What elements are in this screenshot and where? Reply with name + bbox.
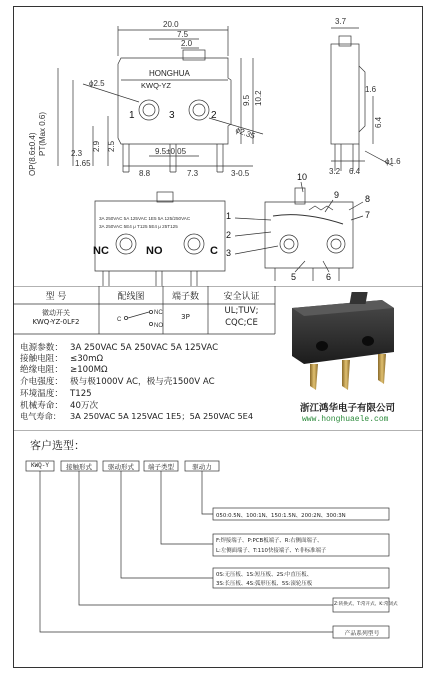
spec-row-dielectric: 介电强度： 极与极1000V AC，极与壳1500V AC — [20, 377, 215, 387]
callout-8: 8 — [365, 194, 371, 204]
dim-7-5: 7.5 — [177, 30, 189, 39]
dim-right-width: 3.7 — [335, 17, 347, 26]
code-series: KWQ-Y — [30, 462, 49, 469]
terminal-options-line1: F:焊接端子、P:PCB板端子、R:右侧面端子、 — [216, 538, 323, 544]
header-terminals: 端子数 — [171, 292, 199, 302]
pin-label-3: 3 — [169, 110, 175, 121]
mount-hole-left — [139, 100, 159, 120]
code-contact: 接触形式 — [66, 463, 92, 471]
pin-label-1: 1 — [129, 110, 135, 121]
dim-8-8: 8.8 — [139, 169, 151, 178]
actuator-options-line1: 0S:无压板、1S:短压板、2S:中直压板、 — [216, 572, 313, 578]
callout-6: 6 — [326, 272, 332, 282]
dim-hole-right: ϕ2.35 — [234, 125, 257, 141]
wiring-c-label: C — [117, 317, 122, 323]
company-website[interactable]: www.honghuaele.com — [302, 415, 389, 424]
wiring-nc-label: NC — [154, 310, 163, 316]
force-options: 050:0.5N、100:1N、150:1.5N、200:2N、300:3N — [216, 513, 346, 519]
brand-text: HONGHUA — [149, 69, 190, 78]
mount-hole-right — [189, 100, 209, 120]
dim-op: OP(8.6±0.4) — [28, 132, 37, 176]
code-terminal: 端子类型 — [148, 463, 174, 471]
dim-side-3-2: 3.2 — [329, 167, 341, 176]
back-view-body — [95, 201, 225, 271]
dim-2-3: 2.3 — [71, 149, 83, 158]
terminal-nc: NC — [93, 245, 109, 257]
dim-top-width: 20.0 — [163, 20, 179, 29]
header-model: 型 号 — [45, 292, 67, 302]
product-photo — [282, 290, 412, 398]
series-option: 产品系列型号 — [344, 631, 380, 637]
dim-side-6-4b: 6.4 — [349, 167, 361, 176]
dim-2-5: 2.5 — [107, 140, 116, 152]
spec-row-mechanical-life: 机械寿命： 40万次 — [20, 401, 99, 411]
header-certification: 安全认证 — [223, 292, 260, 302]
dim-7-3: 7.3 — [187, 169, 199, 178]
callout-1: 1 — [226, 211, 232, 221]
callout-5: 5 — [291, 272, 297, 282]
header-wiring: 配线图 — [117, 292, 145, 302]
terminal-count: 3P — [181, 313, 190, 321]
dim-pitch: 9.5±0.05 — [155, 147, 187, 156]
cert-line-1: UL;TUV; — [224, 306, 259, 316]
model-stamp: KWQ-YZ — [141, 81, 171, 90]
callout-10: 10 — [297, 172, 308, 182]
actuator-button — [183, 50, 205, 60]
spec-row-temperature: 环境温度： T125 — [20, 389, 92, 399]
callout-2: 2 — [226, 230, 232, 240]
dim-side-6-4: 6.4 — [374, 116, 383, 128]
wiring-diagram — [124, 310, 152, 325]
company-name: 浙江鸿华电子有限公司 — [300, 403, 396, 414]
back-label-line-1: 3A 250VAC 5A 125VAC 1E5 5A 125/250VAC — [99, 216, 191, 221]
terminal-c: C — [210, 245, 218, 257]
back-label-line-2: 3A 250VAC 5E4 μ T125 5E4 μ 25T125 — [99, 224, 178, 229]
internal-view-body — [265, 202, 353, 268]
spec-row-power: 电源参数： 3A 250VAC 5A 250VAC 5A 125VAC — [20, 343, 219, 353]
side-view-body — [331, 44, 359, 144]
dim-1-65: 1.65 — [75, 159, 91, 168]
terminal-options-line2: L:左侧面端子、T:110快接端子、Y:非标准端子 — [216, 548, 327, 554]
order-title: 客户选型： — [30, 439, 85, 452]
terminal-no: NO — [146, 245, 163, 257]
spec-row-electrical-life: 电气寿命： 3A 250VAC 5A 125VAC 1E5；5A 250VAC 5E4 — [20, 411, 254, 421]
product-model: KWQ-YZ-0LF2 — [32, 318, 80, 326]
dim-9-5: 9.5 — [242, 94, 251, 106]
product-name: 微动开关 — [42, 309, 70, 317]
wiring-no-label: NO — [154, 323, 163, 329]
dim-pt: PT(Max 0.6) — [38, 111, 47, 156]
dim-2-0: 2.0 — [181, 39, 193, 48]
code-actuator: 驱动形式 — [108, 463, 134, 471]
dim-hole-left: ϕ2.5 — [89, 79, 105, 88]
dim-side-diameter: ϕ1.6 — [385, 157, 401, 166]
contact-options: Z:转换式、T:常开式、K:常闭式 — [334, 602, 398, 607]
dim-2-9: 2.9 — [92, 140, 101, 152]
actuator-options-line2: 3S:长压板、4S:弧形压板、5S:滚轮压板 — [216, 581, 313, 587]
dim-3: 3-0.5 — [231, 169, 250, 178]
callout-7: 7 — [365, 210, 371, 220]
spec-row-contact-resistance: 接触电阻： ≤30mΩ — [20, 354, 104, 364]
dim-10-2: 10.2 — [254, 90, 263, 106]
code-force: 驱动力 — [192, 463, 212, 471]
technical-drawing — [13, 6, 423, 286]
spec-row-insulation: 绝缘电阻： ≥100MΩ — [20, 365, 108, 375]
callout-9: 9 — [334, 190, 340, 200]
cert-line-2: CQC;CE — [225, 318, 258, 328]
pin-label-2: 2 — [211, 110, 217, 121]
dim-side-1-6: 1.6 — [365, 85, 377, 94]
callout-3: 3 — [226, 248, 232, 258]
